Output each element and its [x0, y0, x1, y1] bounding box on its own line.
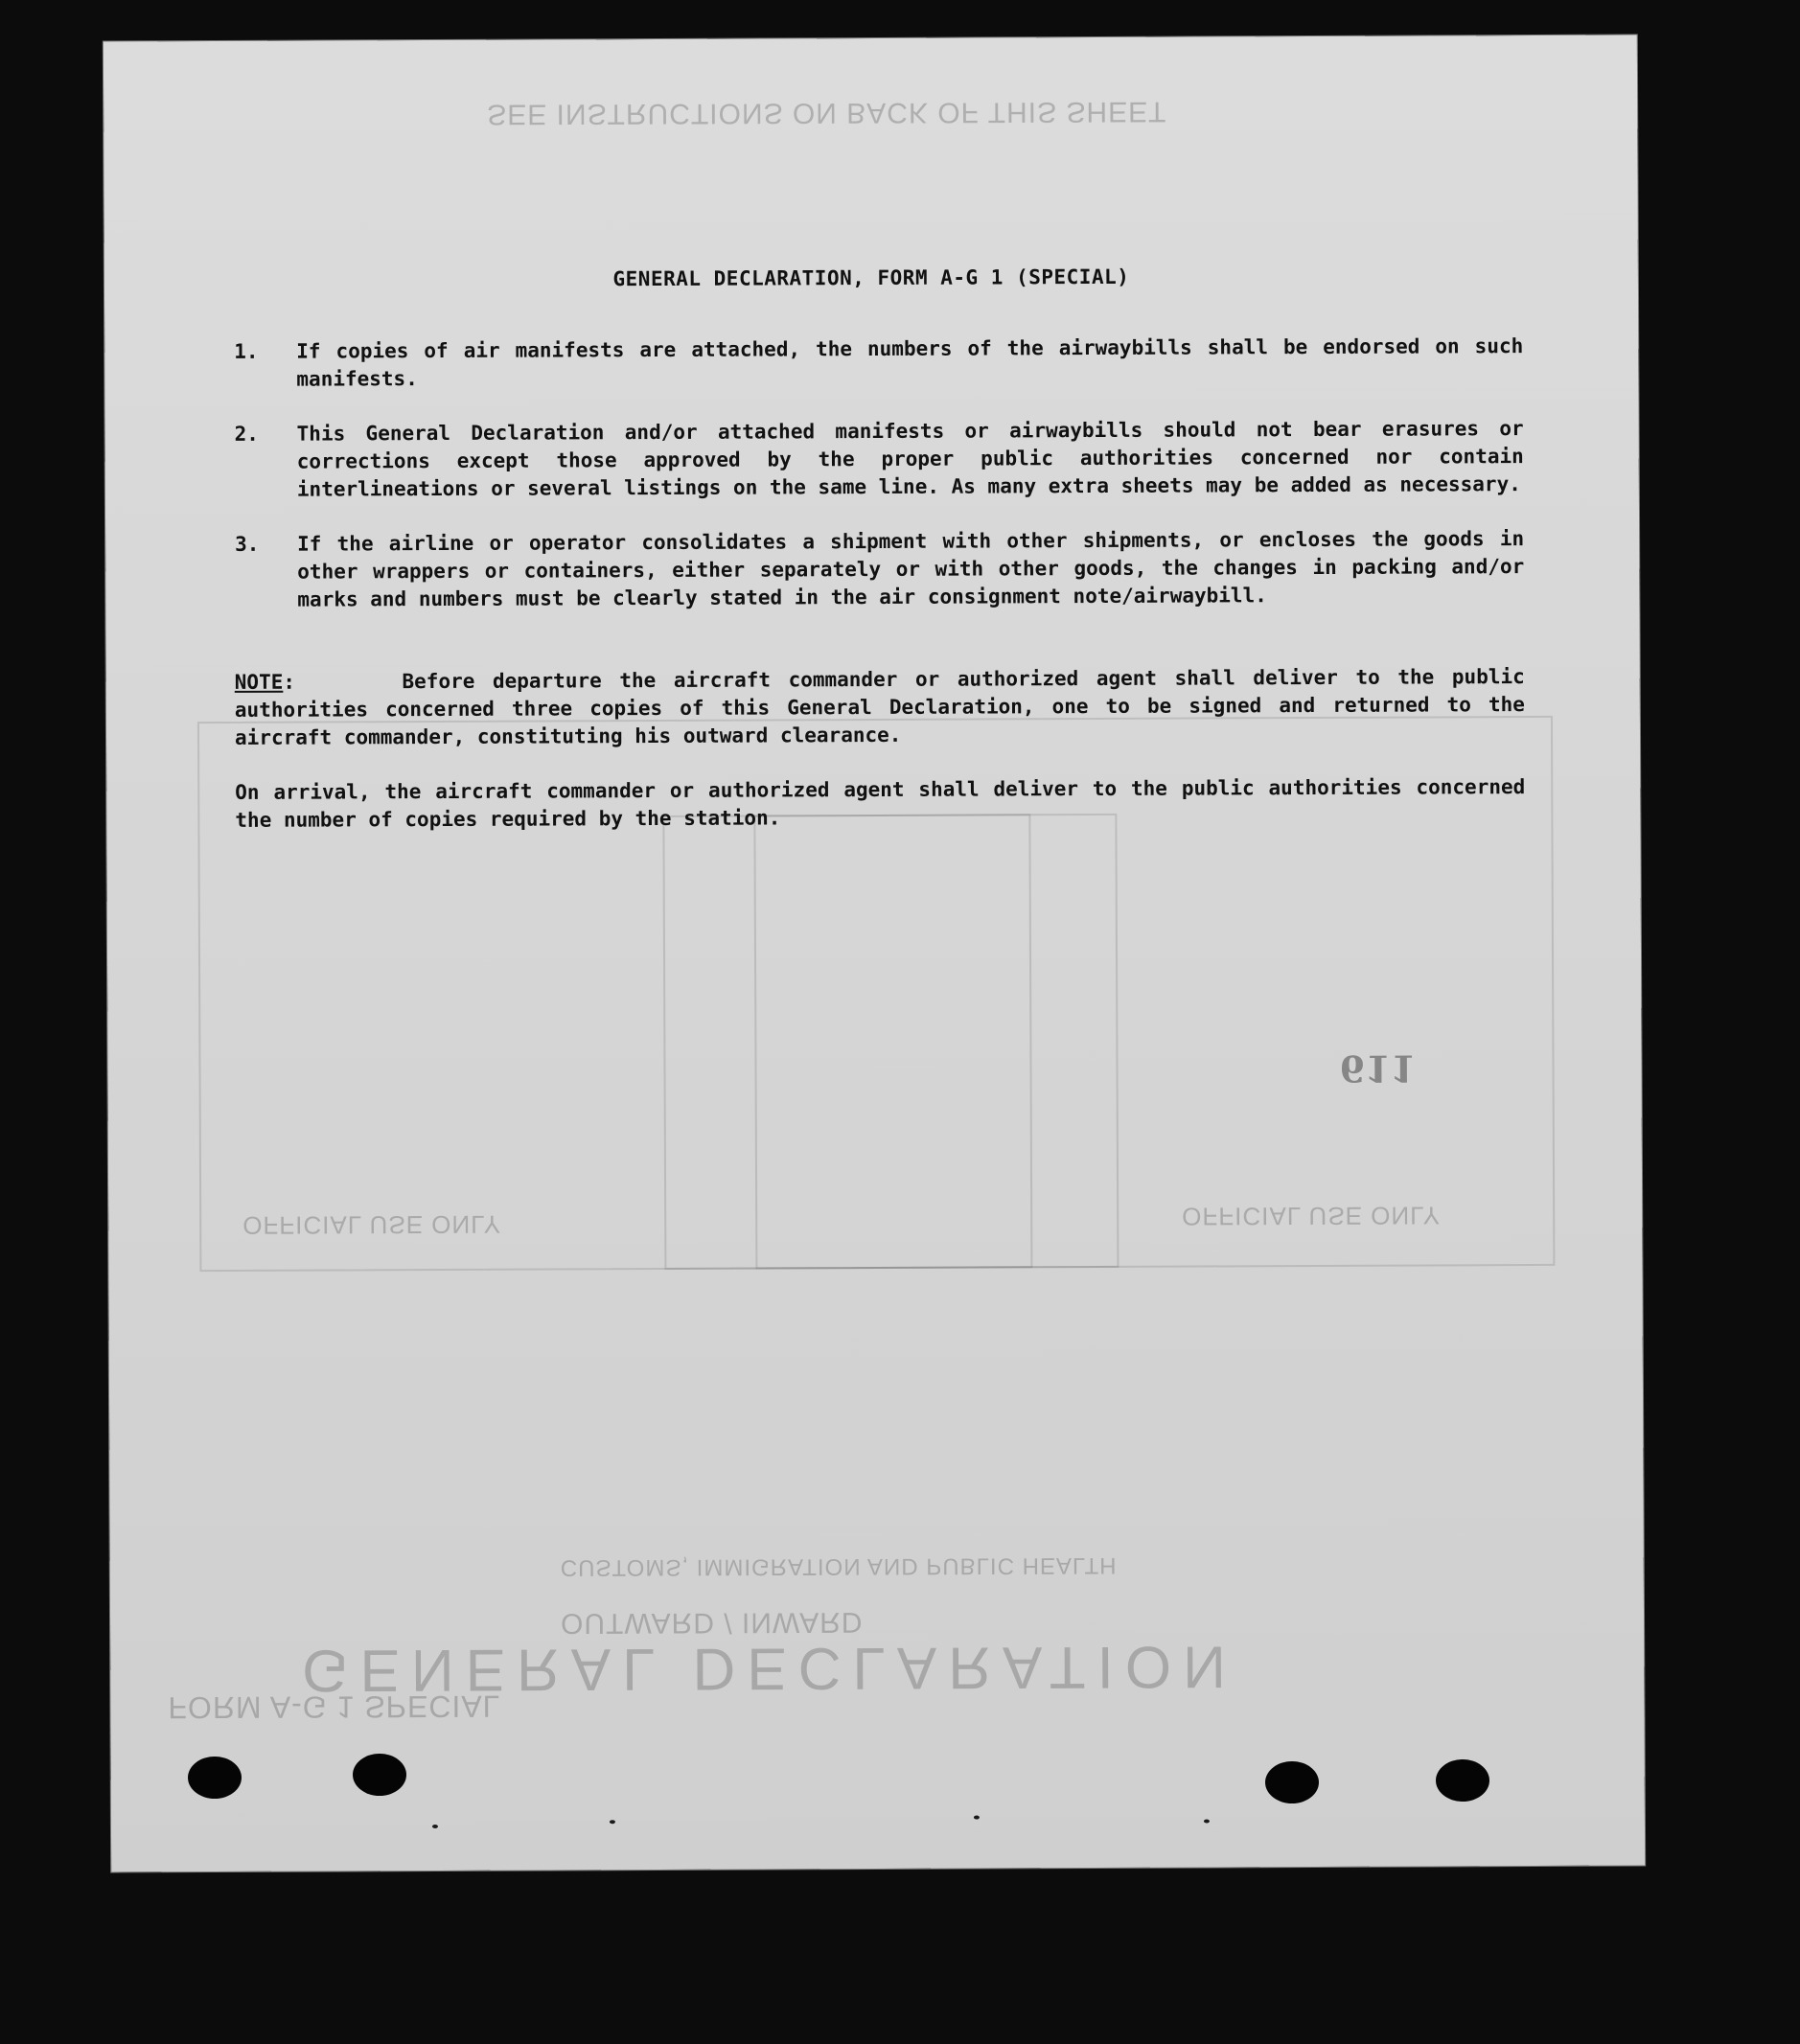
punch-hole	[1265, 1761, 1319, 1803]
note-label: NOTE	[234, 670, 284, 694]
bleed-through-text: CUSTOMS, IMMIGRATION AND PUBLIC HEALTH	[560, 1551, 1118, 1581]
speck	[610, 1820, 615, 1824]
bleed-through-text: SEE INSTRUCTIONS ON BACK OF THIS SHEET	[487, 95, 1167, 130]
punch-hole	[353, 1754, 406, 1796]
bleed-through-text: OUTWARD / INWARD	[560, 1606, 864, 1640]
punch-hole	[1436, 1759, 1489, 1802]
bleed-through-text: GENERAL DECLARATION	[302, 1633, 1238, 1704]
document-sheet	[104, 35, 1645, 1872]
list-item	[235, 525, 1524, 614]
speck	[974, 1816, 980, 1820]
page-title: GENERAL DECLARATION, FORM A-G 1 (SPECIAL)	[612, 264, 1130, 291]
item-text: If the airline or operator consolidates a shipment with other shipments, or encloses the goods in other wrappers or containers, either separately or with other goods, the changes in packing and/or marks and numbers must be clearly stated in the air consignment note/airwaybill.	[297, 527, 1525, 611]
punch-hole	[188, 1757, 242, 1799]
item-number: 2.	[234, 422, 259, 446]
bleed-through-text: FORM A-G 1 SPECIAL	[168, 1688, 501, 1726]
item-text: This General Declaration and/or attached manifests or airwaybills should not bear erasures or corrections except those approved by the proper public authorities concerned nor contain interlineations or several listings on the same line. As many extra sheets may be added as necessary.	[296, 417, 1524, 501]
speck	[1204, 1819, 1210, 1823]
list-item	[234, 333, 1523, 394]
bleed-through-box	[753, 814, 1032, 1269]
instruction-list	[234, 333, 1524, 641]
speck	[432, 1825, 438, 1828]
item-number: 3.	[235, 532, 260, 556]
item-number: 1.	[234, 339, 259, 363]
list-item	[235, 415, 1524, 504]
arrival-paragraph: On arrival, the aircraft commander or authorized agent shall deliver to the public authorities concerned the number of copies required by the station.	[235, 775, 1526, 832]
note-section	[235, 663, 1526, 861]
stamp-number: 611	[1339, 1046, 1416, 1091]
note-paragraph: NOTE: Before departure the aircraft commander or authorized agent shall deliver to the public authorities concerned three copies of this General Declaration, one to be signed and returned to the aircraft commander, constituting his outward clearance.	[234, 665, 1525, 749]
note-text: Before departure the aircraft commander or authorized agent shall deliver to the public authorities concerned three copies of this General Declaration, one to be signed and returned to the aircraft commander, constituting his outward clearance.	[234, 665, 1525, 749]
bleed-through-text: OFFICIAL USE ONLY	[1182, 1201, 1442, 1231]
item-text: If copies of air manifests are attached, the numbers of the airwaybills shall be endorsed on such manifests.	[296, 334, 1524, 391]
bleed-through-text: OFFICIAL USE ONLY	[242, 1209, 502, 1240]
